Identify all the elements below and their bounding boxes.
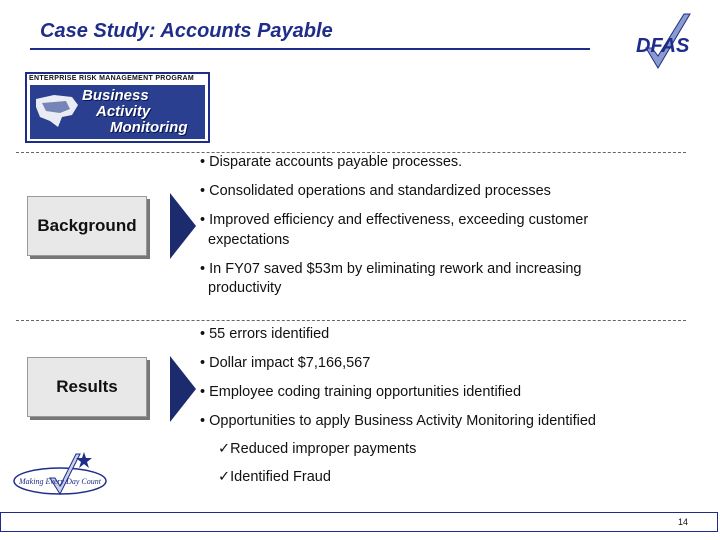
title-rule (30, 48, 590, 50)
seal-text: Making Every Day Count (19, 477, 101, 486)
page-title: Case Study: Accounts Payable (40, 20, 333, 42)
results-check-item (218, 469, 331, 485)
background-label-box (27, 196, 147, 256)
bam-word-business: Business (82, 87, 149, 104)
bam-logo-panel (30, 85, 205, 139)
results-bullet: • Opportunities to apply Business Activity Monitoring identified (200, 413, 596, 429)
bam-word-activity: Activity (96, 103, 151, 120)
background-bullet-continuation: expectations (208, 232, 290, 248)
dfas-logo-text: DFAS (636, 35, 690, 57)
background-bullet: • Consolidated operations and standardized processes (200, 183, 551, 199)
us-map-icon (32, 87, 82, 135)
results-bullet: • 55 errors identified (200, 326, 330, 342)
results-arrow (170, 356, 196, 422)
bam-program-label: ENTERPRISE RISK MANAGEMENT PROGRAM (29, 75, 194, 82)
background-arrow (170, 193, 196, 259)
section-divider (16, 320, 686, 321)
results-bullet: • Dollar impact $7,166,567 (200, 355, 371, 371)
results-check-text: Reduced improper payments (230, 441, 417, 457)
page-number: 14 (677, 517, 688, 527)
dfas-logo (632, 8, 698, 74)
background-bullet: • In FY07 saved $53m by eliminating rework and increasing (200, 261, 582, 277)
results-label: Results (56, 377, 118, 396)
background-label: Background (37, 216, 137, 235)
background-bullet: • Improved efficiency and effectiveness, exceeding customer (200, 212, 589, 228)
results-check-item (218, 441, 416, 457)
check-icon: ✓ (218, 441, 231, 457)
check-icon: ✓ (218, 469, 231, 485)
results-label-box (27, 357, 147, 417)
footer-bar (0, 512, 718, 532)
bam-logo (25, 72, 210, 143)
results-check-text: Identified Fraud (230, 469, 331, 485)
background-bullet: • Disparate accounts payable processes. (200, 154, 463, 170)
bam-word-monitoring: Monitoring (110, 119, 188, 136)
results-bullet: • Employee coding training opportunities identified (200, 384, 522, 400)
background-bullet-continuation: productivity (208, 280, 282, 296)
making-every-day-count-seal (10, 450, 114, 500)
